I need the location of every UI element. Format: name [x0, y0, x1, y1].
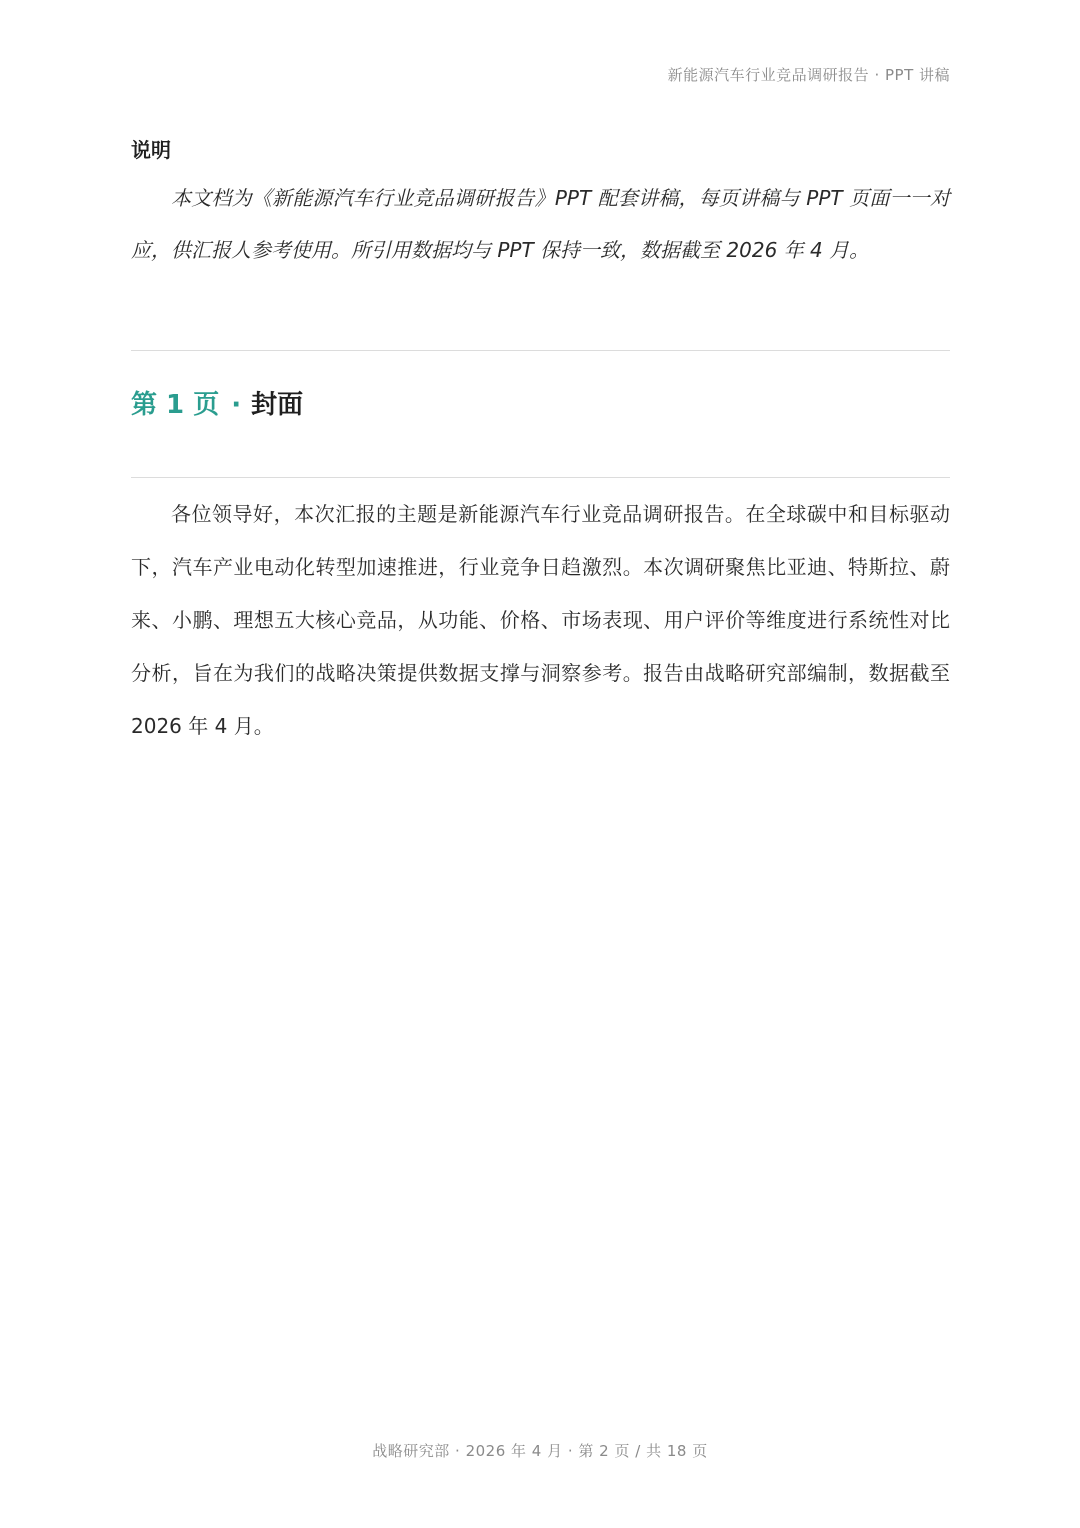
section-body: 各位领导好，本次汇报的主题是新能源汽车行业竞品调研报告。在全球碳中和目标驱动下，汽车产业电动化转型加速推进，行业竞争日趋激烈。本次调研聚焦比亚迪、特斯拉、蔚来、小鹏、理想五大核心竞品，从功能、价格、市场表现、用户评价等维度进行系统性对比分析，旨在为我们的战略决策提供数据支撑与洞察参考。报告由战略研究部编制，数据截至 2026 年 4 月。: [131, 502, 950, 738]
running-header: 新能源汽车行业竞品调研报告 · PPT 讲稿: [667, 66, 950, 84]
section-divider-top: [131, 350, 950, 351]
note-title: 说明: [131, 138, 171, 162]
section-heading: [131, 384, 303, 421]
section-title: 封面: [251, 390, 304, 420]
section-separator: ·: [231, 390, 242, 420]
running-footer: 战略研究部 · 2026 年 4 月 · 第 2 页 / 共 18 页: [372, 1442, 708, 1460]
section-divider-bottom: [131, 477, 950, 478]
note-body: 本文档为《新能源汽车行业竞品调研报告》PPT 配套讲稿，每页讲稿与 PPT 页面一一对应，供汇报人参考使用。所引用数据均与 PPT 保持一致，数据截至 2026 年 4 月。: [131, 186, 950, 262]
section-number: 第 1 页: [131, 390, 220, 420]
